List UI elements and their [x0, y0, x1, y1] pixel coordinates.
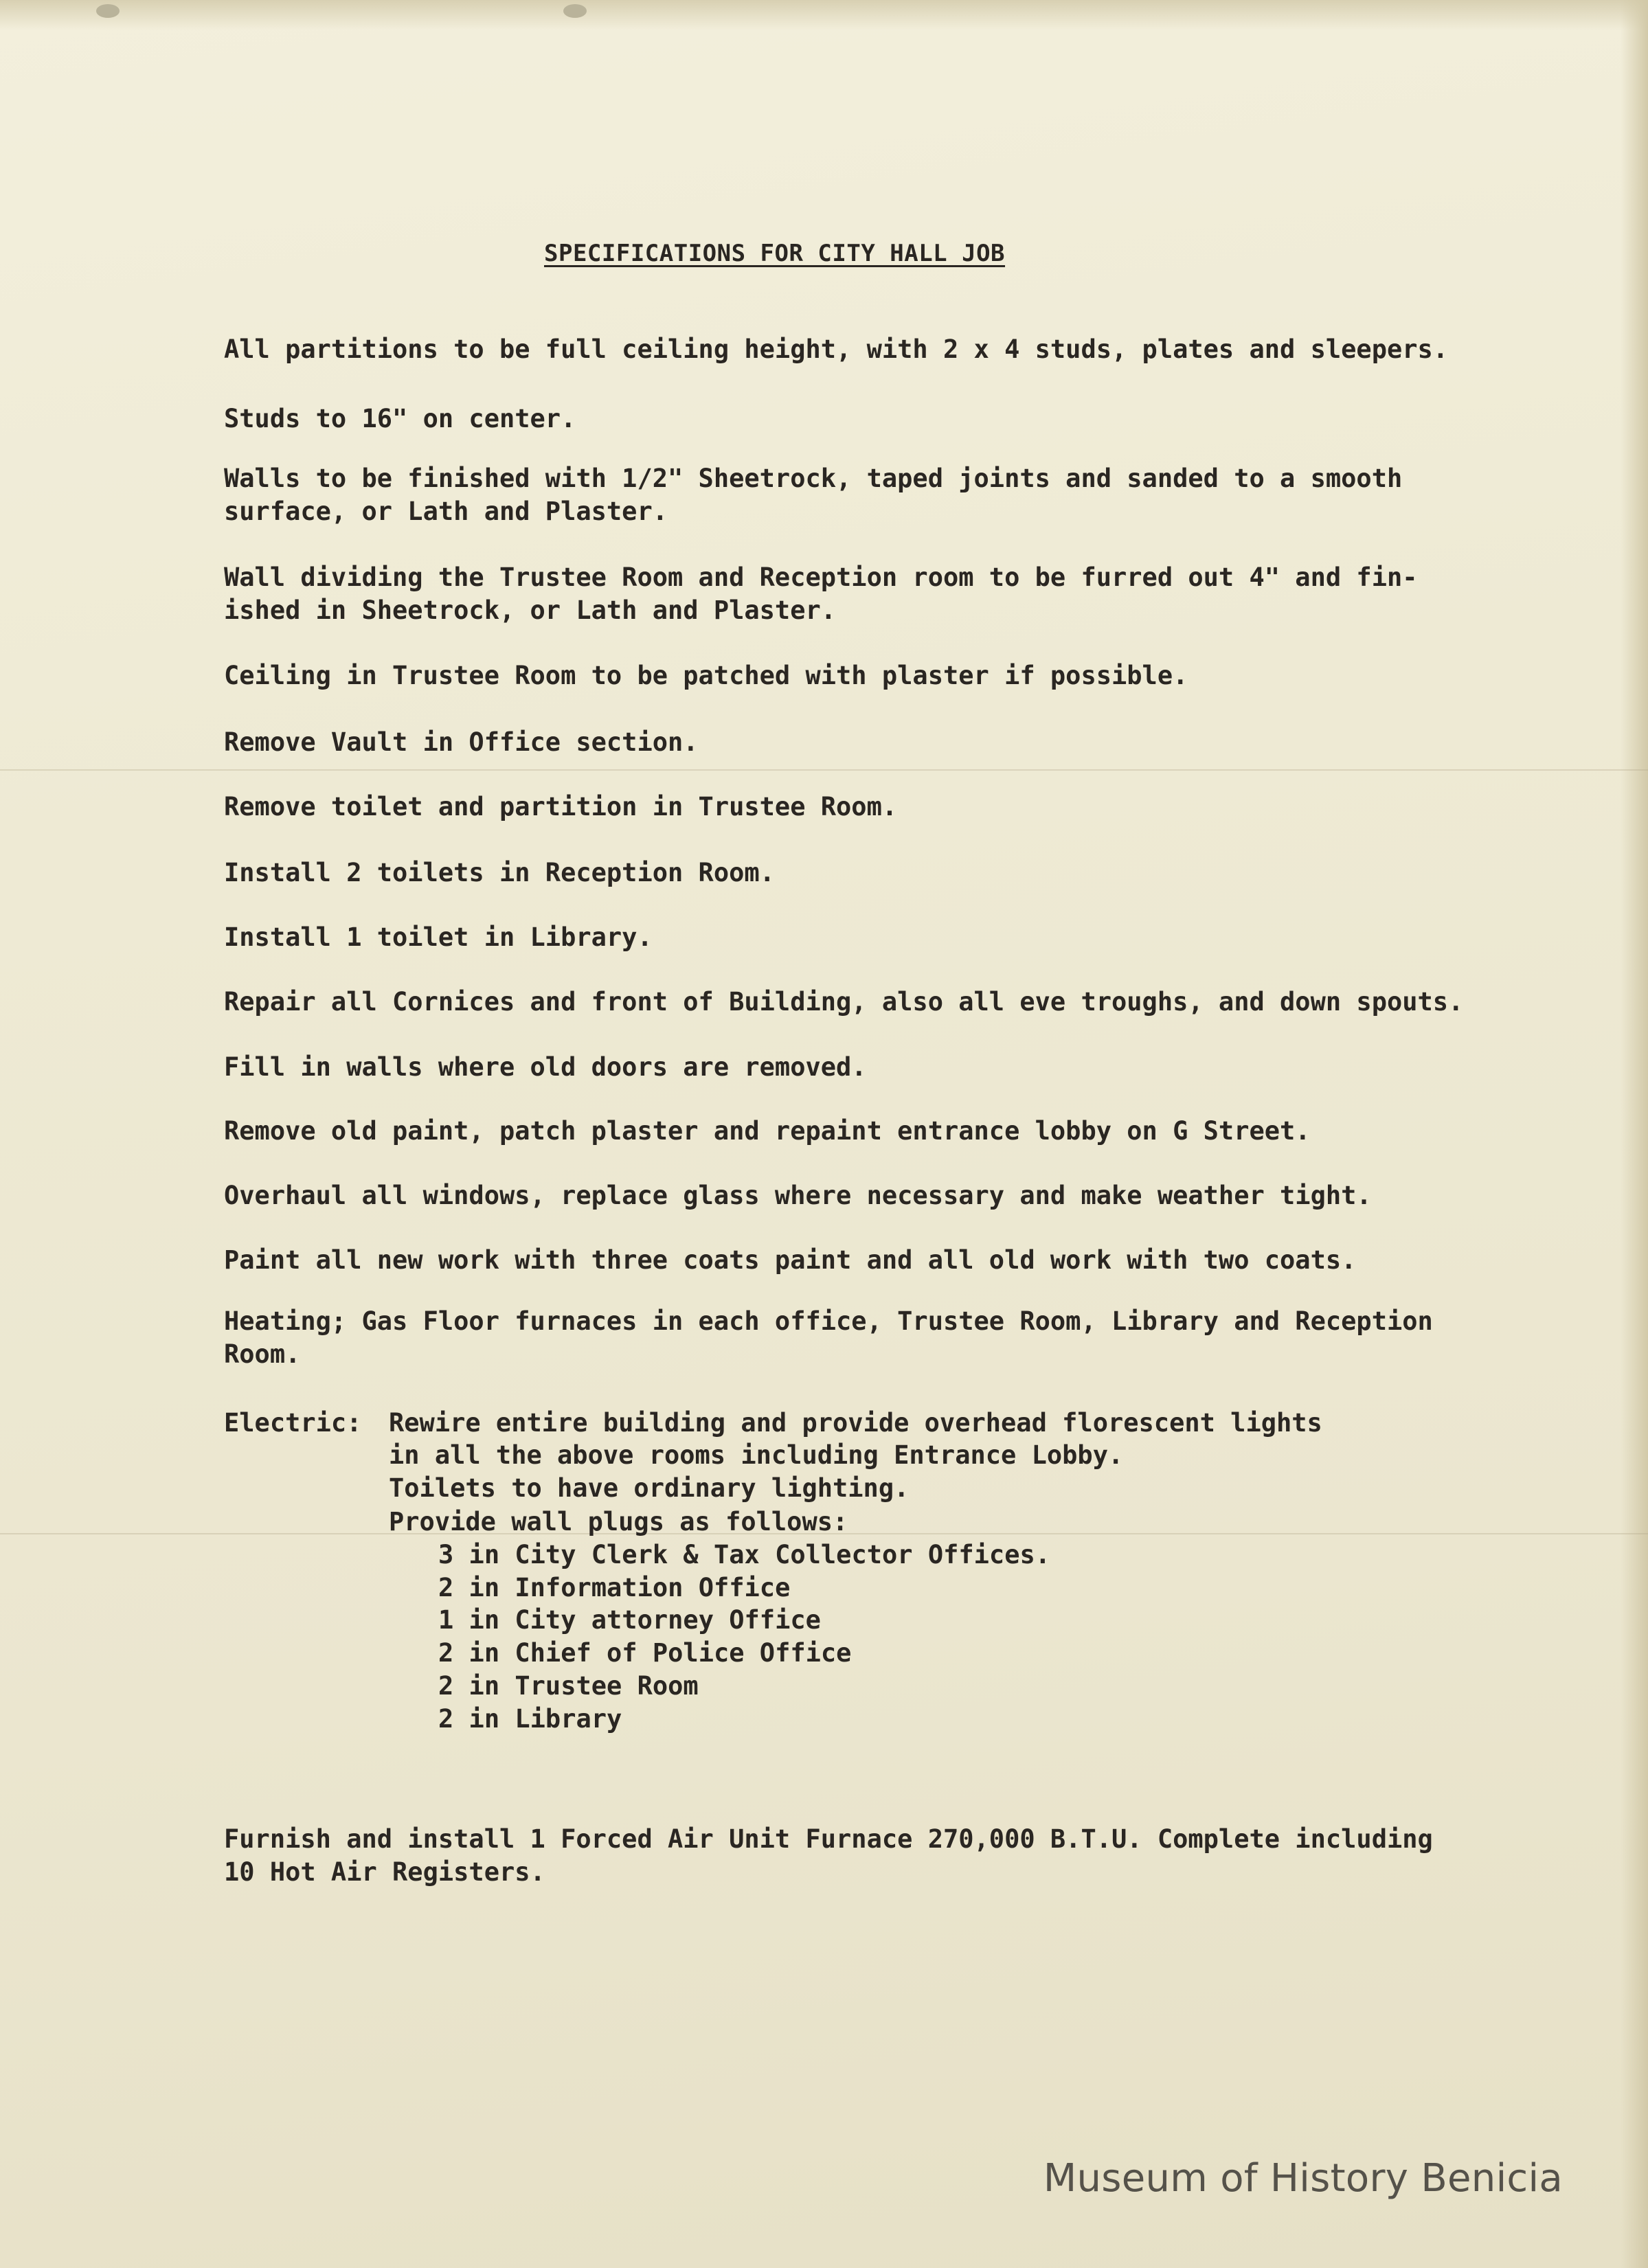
wall-plug-item: 2 in Chief of Police Office: [438, 1638, 852, 1668]
spec-item: Repair all Cornices and front of Building, also all eve troughs, and down spouts.: [224, 987, 1464, 1017]
spec-item: Paint all new work with three coats paint and all old work with two coats.: [224, 1245, 1357, 1275]
wall-plug-item: 2 in Trustee Room: [438, 1671, 699, 1701]
electric-line: in all the above rooms including Entrance Lobby.: [389, 1440, 1124, 1470]
wall-plug-item: 2 in Information Office: [438, 1573, 791, 1602]
spec-item: Wall dividing the Trustee Room and Reception room to be furred out 4" and fin- ished in Sheetrock, or Lath and Plaster.: [224, 563, 1418, 625]
spec-item: Install 1 toilet in Library.: [224, 922, 653, 952]
spec-item: Remove toilet and partition in Trustee Room.: [224, 792, 898, 821]
spec-item: Studs to 16" on center.: [224, 404, 576, 433]
electric-line: Toilets to have ordinary lighting.: [389, 1473, 910, 1503]
museum-watermark: Museum of History Benicia: [1043, 2156, 1563, 2201]
spec-item: Install 2 toilets in Reception Room.: [224, 858, 775, 887]
spec-item: Fill in walls where old doors are removed.: [224, 1052, 867, 1082]
closing-item: Furnish and install 1 Forced Air Unit Furnace 270,000 B.T.U. Complete including 10 Hot Air Registers.: [224, 1824, 1433, 1887]
wall-plug-item: 1 in City attorney Office: [438, 1605, 821, 1635]
wall-plug-item: 2 in Library: [438, 1704, 622, 1734]
spec-item: Walls to be finished with 1/2" Sheetrock, taped joints and sanded to a smooth surface, or Lath and Plaster.: [224, 464, 1403, 526]
spec-item: Remove Vault in Office section.: [224, 727, 699, 757]
electric-line: Rewire entire building and provide overhead florescent lights: [389, 1408, 1322, 1438]
wall-plug-item: 3 in City Clerk & Tax Collector Offices.: [438, 1540, 1051, 1569]
electric-line: Provide wall plugs as follows:: [389, 1507, 848, 1536]
spec-item: Remove old paint, patch plaster and repaint entrance lobby on G Street.: [224, 1116, 1311, 1146]
spec-item: Overhaul all windows, replace glass where necessary and make weather tight.: [224, 1181, 1372, 1210]
electric-label: Electric:: [224, 1408, 362, 1438]
spec-item: Heating; Gas Floor furnaces in each office, Trustee Room, Library and Reception Room.: [224, 1306, 1433, 1369]
document-title: SPECIFICATIONS FOR CITY HALL JOB: [544, 240, 1006, 267]
spec-item: Ceiling in Trustee Room to be patched with plaster if possible.: [224, 661, 1188, 690]
spec-item: All partitions to be full ceiling height, with 2 x 4 studs, plates and sleepers.: [224, 334, 1449, 364]
